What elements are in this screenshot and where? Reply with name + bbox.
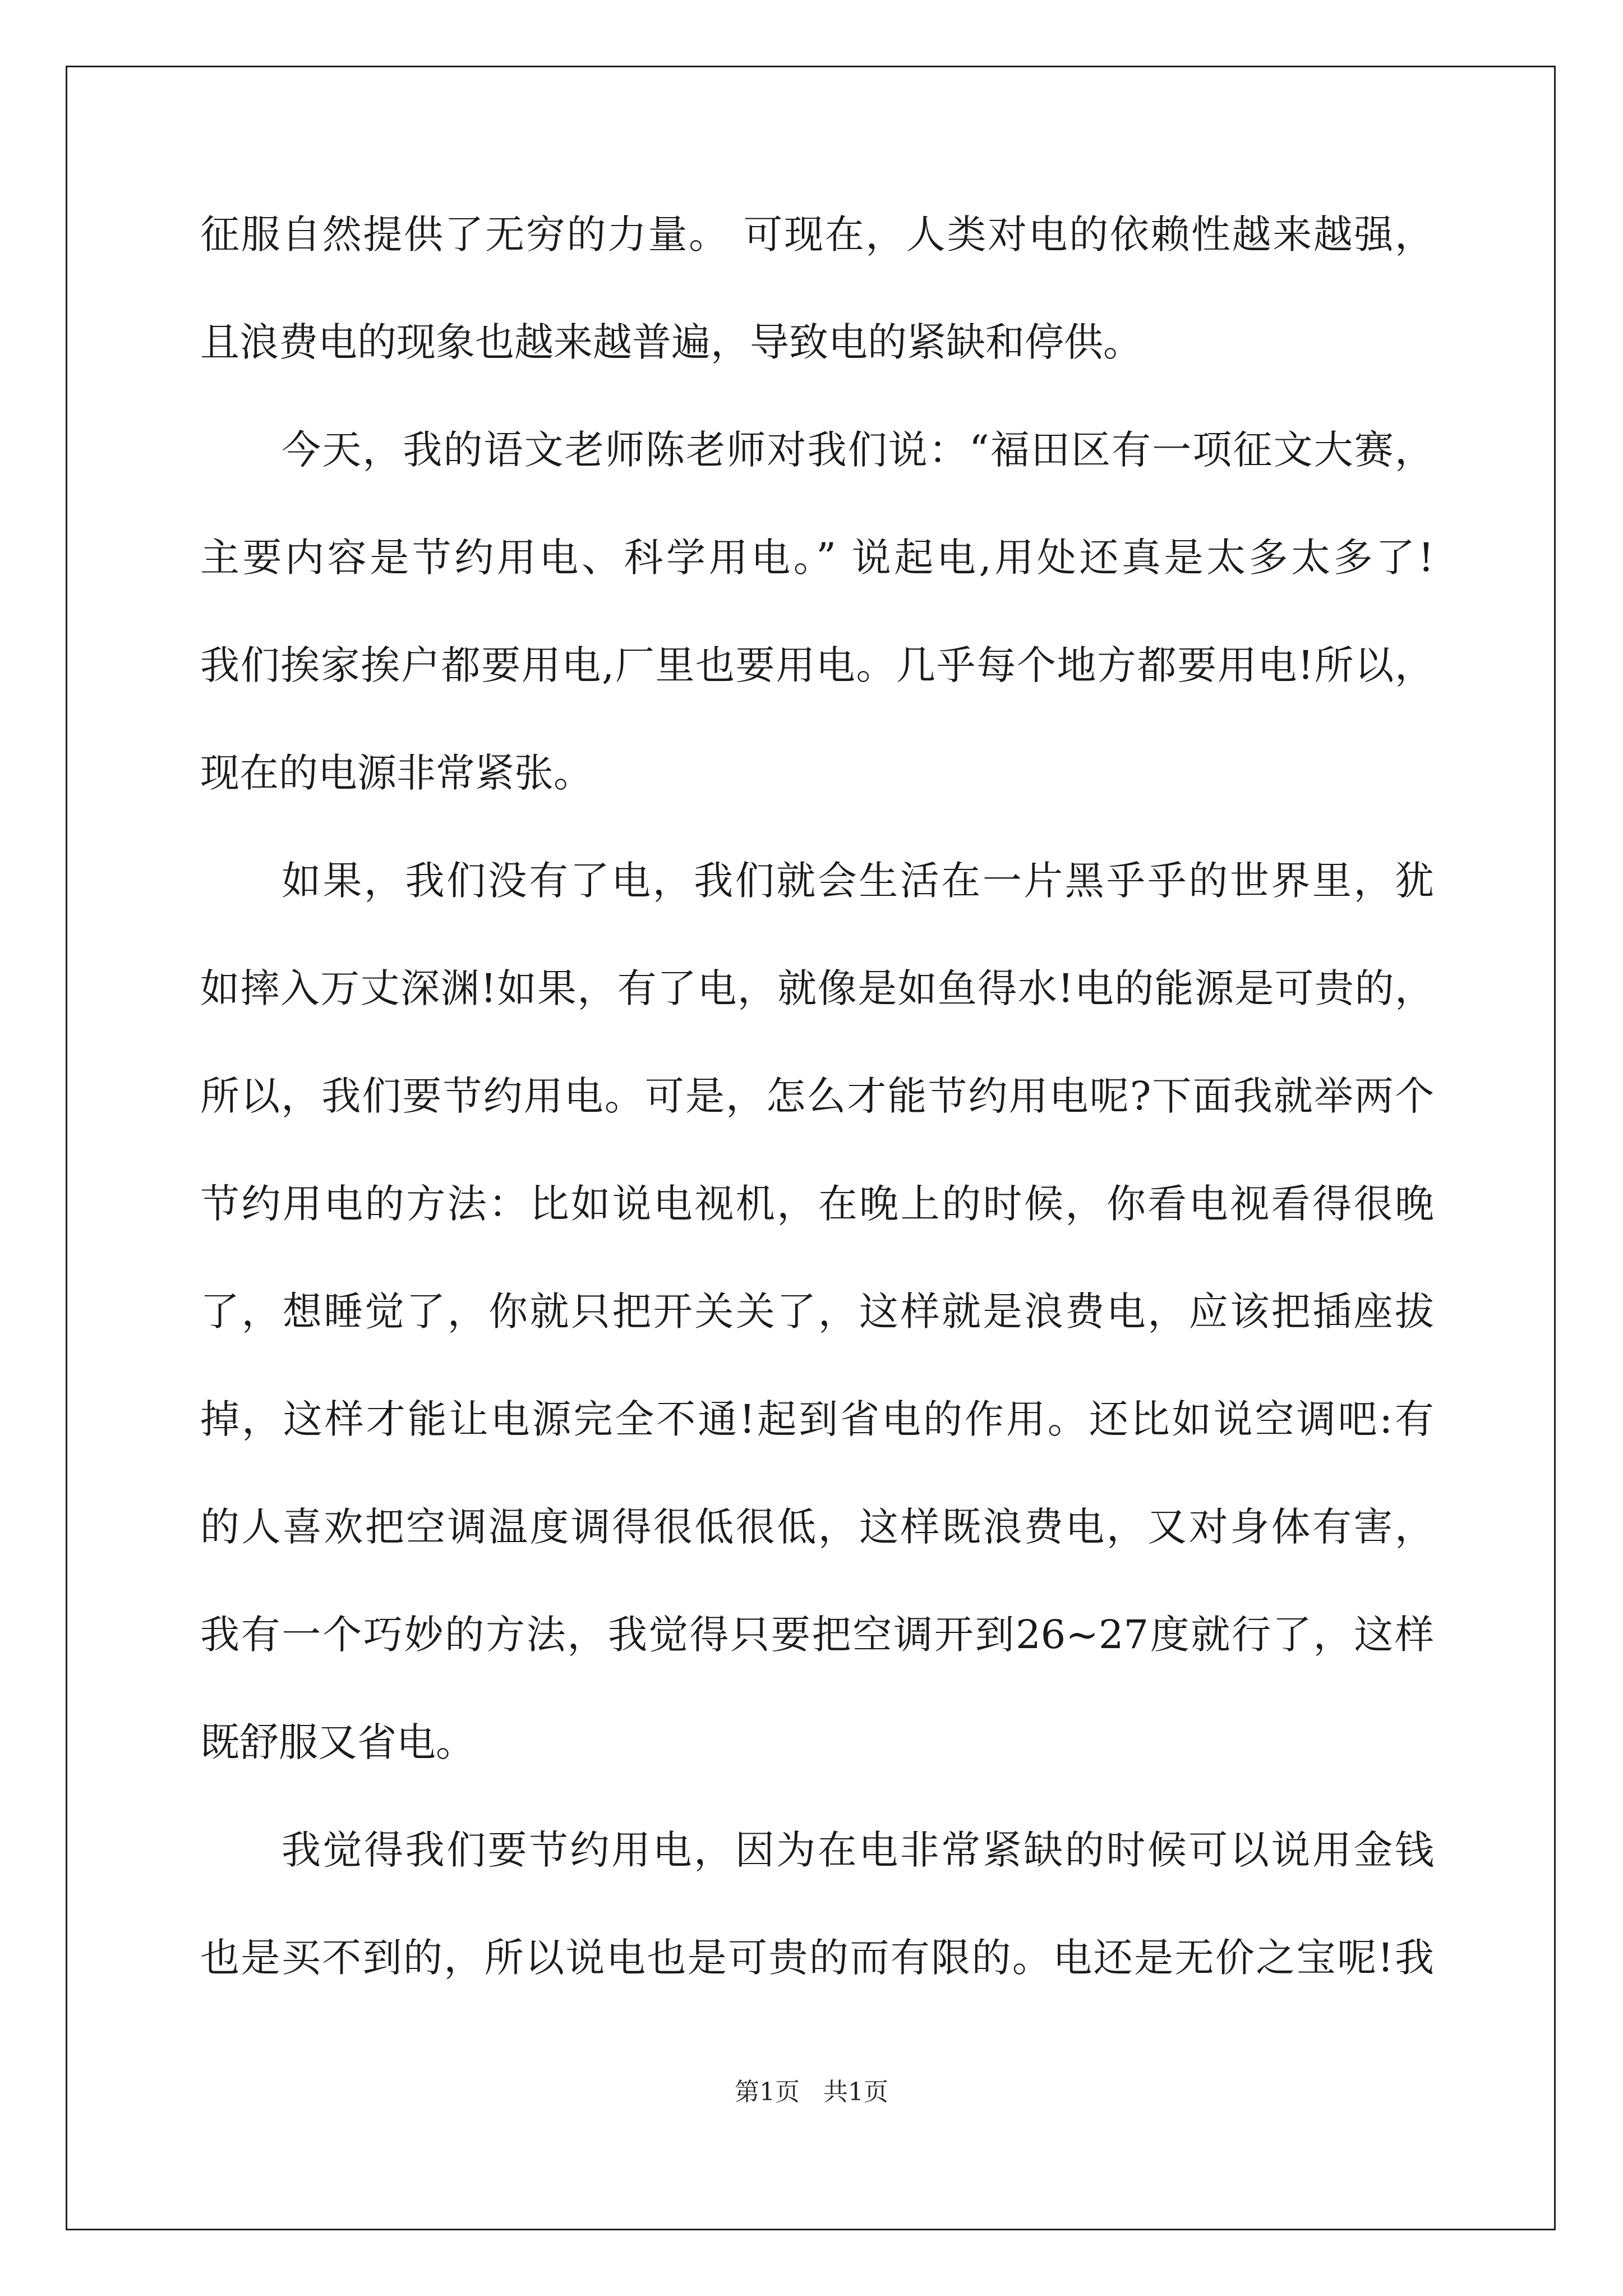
text-line: 我们挨家挨户都要用电,厂里也要用电。几乎每个地方都要用电!所以， (200, 642, 1434, 688)
text-line: 掉，这样才能让电源完全不通!起到省电的作用。还比如说空调吧:有 (200, 1396, 1434, 1442)
text-line: 所以，我们要节约用电。可是，怎么才能节约用电呢?下面我就举两个 (200, 1073, 1434, 1119)
text-line: 如摔入万丈深渊!如果，有了电，就像是如鱼得水!电的能源是可贵的， (200, 965, 1434, 1011)
text-line: 如果，我们没有了电，我们就会生活在一片黑乎乎的世界里，犹 (282, 858, 1434, 904)
text-line: 的人喜欢把空调温度调得很低很低，这样既浪费电，又对身体有害， (200, 1504, 1434, 1550)
page-number: 第1页 (735, 2078, 800, 2106)
document-body (200, 181, 1434, 2012)
text-line: 也是买不到的，所以说电也是可贵的而有限的。电还是无价之宝呢!我 (200, 1935, 1434, 1981)
text-line: 了，想睡觉了，你就只把开关关了，这样就是浪费电，应该把插座拔 (200, 1289, 1434, 1335)
text-line: 征服自然提供了无穷的力量。 可现在，人类对电的依赖性越来越强， (200, 211, 1434, 257)
page-total: 共1页 (823, 2078, 888, 2106)
text-line: 我有一个巧妙的方法，我觉得只要把空调开到26~27度就行了，这样 (200, 1612, 1434, 1658)
text-line: 且浪费电的现象也越来越普遍，导致电的紧缺和停供。 (200, 319, 1142, 365)
text-line: 今天，我的语文老师陈老师对我们说：“福田区有一项征文大赛， (282, 427, 1434, 473)
text-line: 主要内容是节约用电、科学用电。” 说起电,用处还真是太多太多了! (200, 535, 1434, 581)
text-line: 我觉得我们要节约用电，因为在电非常紧缺的时候可以说用金钱 (282, 1827, 1434, 1873)
page-footer (0, 2076, 1623, 2109)
text-line: 现在的电源非常紧张。 (200, 750, 593, 796)
text-line: 节约用电的方法：比如说电视机，在晚上的时候，你看电视看得很晚 (200, 1181, 1434, 1227)
text-line: 既舒服又省电。 (200, 1719, 475, 1765)
